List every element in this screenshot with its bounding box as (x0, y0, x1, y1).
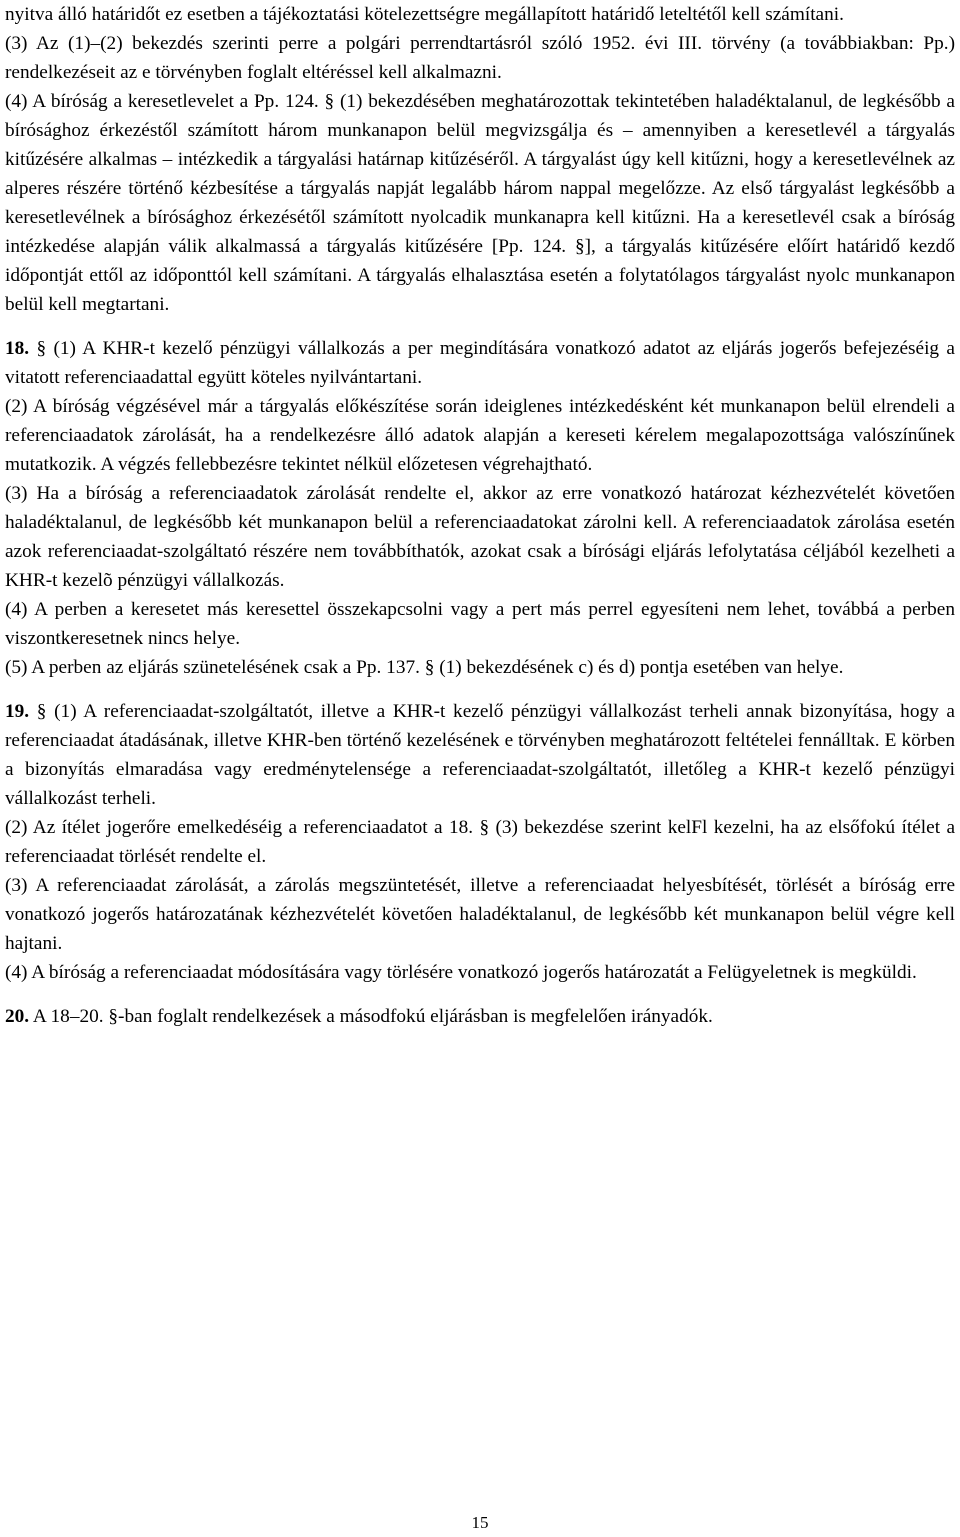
paragraph-continuation: nyitva álló határidőt ez esetben a tájékoztatási kötelezettségre megállapított határidő leteltétől kell számítani. (5, 4, 844, 25)
paragraph-20 (5, 1002, 955, 1031)
section-text-19-1: § (1) A referenciaadat-szolgáltatót, illetve a KHR-t kezelő pénzügyi vállalkozást terheli annak bizonyítása, hogy a referenciaadat átadásának, illetve KHR-ben történő kezelésének e törvényben meghatározott feltételei fennálltak. E körben a bizonyítás elmaradása vagy eredménytelensége a referenciaadat-szolgáltatót, illetőleg a KHR-t kezelő pénzügyi vállalkozást terheli. (5, 701, 955, 809)
section-gap (5, 682, 955, 697)
paragraph-18-4: (4) A perben a keresetet más keresettel összekapcsolni vagy a pert más perrel egyesíteni nem lehet, továbbá a perben viszontkeresetnek nincs helye. (5, 599, 955, 649)
section-text-20: A 18–20. §-ban foglalt rendelkezések a másodfokú eljárásban is megfelelően irányadók. (29, 1006, 713, 1027)
section-gap (5, 987, 955, 1002)
section-number-19: 19. (5, 701, 30, 722)
page-number: 15 (471, 1513, 489, 1532)
paragraph-19-3: (3) A referenciaadat zárolását, a zárolás megszüntetését, illetve a referenciaadat helyesbítését, törlését a bíróság erre vonatkozó jogerős határozatának kézhezvételét követően haladéktalanul, de legkésőbb két munkanapon belül végre kell hajtani. (5, 875, 955, 954)
section-gap (5, 319, 955, 334)
paragraph-18-5: (5) A perben az eljárás szünetelésének csak a Pp. 137. § (1) bekezdésének c) és d) pontja esetében van helye. (5, 657, 844, 678)
paragraph-19-2: (2) Az ítélet jogerőre emelkedéséig a referenciaadatot a 18. § (3) bekezdése szerint kelFl kezelni, ha az elsőfokú ítélet a referenciaadat törlését rendelte el. (5, 817, 955, 867)
paragraph-18-1 (5, 334, 955, 392)
paragraph-19-1 (5, 697, 955, 813)
section-text-18-1: § (1) A KHR-t kezelő pénzügyi vállalkozás a per megindítására vonatkozó adatot az eljárás jogerős befejezéséig a vitatott referenciaadattal együtt köteles nyilvántartani. (5, 338, 955, 388)
paragraph-18-3: (3) Ha a bíróság a referenciaadatok zárolását rendelte el, akkor az erre vonatkozó határozat kézhezvételét követően haladéktalanul, de legkésőbb két munkanapon belül a referenciaadatokat zárolni kell. A referenciaadatok zárolása esetén azok referenciaadat-szolgáltató részére nem továbbíthatók, azokat csak a bírósági eljárás lefolytatása céljából kezelheti a KHR-t kezelõ pénzügyi vállalkozás. (5, 483, 955, 591)
paragraph-18-2: (2) A bíróság végzésével már a tárgyalás előkészítése során ideiglenes intézkedésként két munkanapon belül elrendeli a referenciaadatok zárolását, ha a rendelkezésre álló adatok alapján a kereseti kérelem megalapozottsága valószínűnek mutatkozik. A végzés fellebbezésre tekintet nélkül előzetesen végrehajtható. (5, 396, 955, 475)
paragraph-19-4: (4) A bíróság a referenciaadat módosítására vagy törlésére vonatkozó jogerős határozatát a Felügyeletnek is megküldi. (5, 962, 917, 983)
section-number-18: 18. (5, 338, 30, 359)
paragraph-17-4: (4) A bíróság a keresetlevelet a Pp. 124. § (1) bekezdésében meghatározottak tekintetében haladéktalanul, de legkésőbb a bírósághoz érkezéstől számított három munkanapon belül megvizsgálja és – amennyiben a keresetlevél a tárgyalás kitűzésére alkalmas – intézkedik a tárgyalási határnap kitűzéséről. A tárgyalást úgy kell kitűzni, hogy a keresetlevélnek az alperes részére történő kézbesítése a tárgyalás napját legalább három nappal megelőzze. Az első tárgyalást legkésőbb a keresetlevélnek a bírósághoz érkezésétől számított nyolcadik munkanapra kell kitűzni. Ha a keresetlevél csak a bíróság intézkedése alapján válik alkalmassá a tárgyalás kitűzésére [Pp. 124. §], a tárgyalás kitűzésére előírt határidő kezdő időpontját ettől az időponttól kell számítani. A tárgyalás elhalasztása esetén a folytatólagos tárgyalást nyolc munkanapon belül kell megtartani. (5, 91, 955, 315)
section-number-20: 20. (5, 1006, 30, 1027)
document-page (5, 0, 955, 1031)
paragraph-17-3: (3) Az (1)–(2) bekezdés szerinti perre a polgári perrendtartásról szóló 1952. évi III. törvény (a továbbiakban: Pp.) rendelkezéseit az e törvényben foglalt eltéréssel kell alkalmazni. (5, 33, 955, 83)
